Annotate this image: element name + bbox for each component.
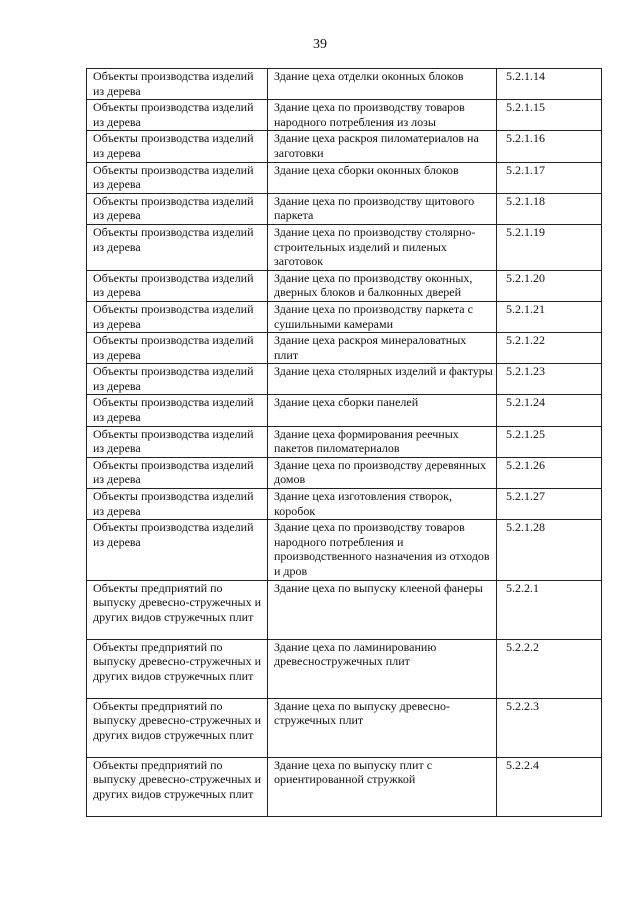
building-cell: Здание цеха отделки оконных блоков (268, 69, 497, 100)
object-type-cell: Объекты производства изделий из дерева (87, 520, 268, 580)
object-type-cell: Объекты производства изделий из дерева (87, 489, 268, 520)
code-cell: 5.2.1.28 (497, 520, 602, 580)
table-row (87, 757, 602, 816)
object-type-cell: Объекты производства изделий из дерева (87, 224, 268, 270)
building-cell: Здание цеха по производству паркета с сушильными камерами (268, 301, 497, 332)
code-cell: 5.2.1.27 (497, 489, 602, 520)
code-cell: 5.2.1.22 (497, 333, 602, 364)
object-type-cell: Объекты производства изделий из дерева (87, 69, 268, 100)
code-cell: 5.2.1.15 (497, 100, 602, 131)
code-cell: 5.2.1.24 (497, 395, 602, 426)
building-cell: Здание цеха по производству деревянных домов (268, 457, 497, 488)
table-row (87, 395, 602, 426)
table-row (87, 69, 602, 100)
code-cell: 5.2.1.21 (497, 301, 602, 332)
building-cell: Здание цеха по производству оконных, дверных блоков и балконных дверей (268, 270, 497, 301)
table-row (87, 224, 602, 270)
building-cell: Здание цеха по выпуску клееной фанеры (268, 580, 497, 639)
page-number: 39 (313, 37, 327, 52)
building-cell: Здание цеха раскроя минераловатных плит (268, 333, 497, 364)
table-row (87, 100, 602, 131)
building-cell: Здание цеха по производству товаров народного потребления из лозы (268, 100, 497, 131)
object-type-cell: Объекты производства изделий из дерева (87, 395, 268, 426)
code-cell: 5.2.1.18 (497, 193, 602, 224)
building-cell: Здание цеха по производству товаров народного потребления и производственного назначения из отходов и дров (268, 520, 497, 580)
code-cell: 5.2.2.3 (497, 698, 602, 757)
objects-table-body (87, 69, 602, 817)
table-row (87, 301, 602, 332)
object-type-cell: Объекты производства изделий из дерева (87, 457, 268, 488)
building-cell: Здание цеха формирования реечных пакетов пиломатериалов (268, 426, 497, 457)
object-type-cell: Объекты производства изделий из дерева (87, 100, 268, 131)
object-type-cell: Объекты производства изделий из дерева (87, 333, 268, 364)
table-row (87, 580, 602, 639)
code-cell: 5.2.1.14 (497, 69, 602, 100)
object-type-cell: Объекты предприятий по выпуску древесно-стружечных и других видов стружечных плит (87, 757, 268, 816)
table-row (87, 162, 602, 193)
table-row (87, 520, 602, 580)
building-cell: Здание цеха изготовления створок, коробок (268, 489, 497, 520)
object-type-cell: Объекты производства изделий из дерева (87, 162, 268, 193)
building-cell: Здание цеха по выпуску древесно-стружечных плит (268, 698, 497, 757)
code-cell: 5.2.1.20 (497, 270, 602, 301)
table-row (87, 489, 602, 520)
table-row (87, 426, 602, 457)
code-cell: 5.2.1.19 (497, 224, 602, 270)
building-cell: Здание цеха по производству столярно-строительных изделий и пиленых заготовок (268, 224, 497, 270)
objects-table (86, 68, 602, 817)
table-row (87, 364, 602, 395)
object-type-cell: Объекты производства изделий из дерева (87, 426, 268, 457)
building-cell: Здание цеха раскроя пиломатериалов на заготовки (268, 131, 497, 162)
code-cell: 5.2.1.16 (497, 131, 602, 162)
building-cell: Здание цеха сборки панелей (268, 395, 497, 426)
table-row (87, 131, 602, 162)
table-row (87, 193, 602, 224)
code-cell: 5.2.1.17 (497, 162, 602, 193)
table-row (87, 457, 602, 488)
object-type-cell: Объекты производства изделий из дерева (87, 364, 268, 395)
object-type-cell: Объекты производства изделий из дерева (87, 301, 268, 332)
code-cell: 5.2.2.2 (497, 639, 602, 698)
object-type-cell: Объекты производства изделий из дерева (87, 193, 268, 224)
table-row (87, 333, 602, 364)
object-type-cell: Объекты производства изделий из дерева (87, 270, 268, 301)
object-type-cell: Объекты предприятий по выпуску древесно-стружечных и других видов стружечных плит (87, 639, 268, 698)
code-cell: 5.2.1.26 (497, 457, 602, 488)
building-cell: Здание цеха по производству щитового паркета (268, 193, 497, 224)
table-row (87, 698, 602, 757)
code-cell: 5.2.1.25 (497, 426, 602, 457)
building-cell: Здание цеха по выпуску плит с ориентированной стружкой (268, 757, 497, 816)
table-row (87, 270, 602, 301)
object-type-cell: Объекты производства изделий из дерева (87, 131, 268, 162)
building-cell: Здание цеха столярных изделий и фактуры (268, 364, 497, 395)
code-cell: 5.2.2.1 (497, 580, 602, 639)
object-type-cell: Объекты предприятий по выпуску древесно-стружечных и других видов стружечных плит (87, 698, 268, 757)
object-type-cell: Объекты предприятий по выпуску древесно-стружечных и других видов стружечных плит (87, 580, 268, 639)
building-cell: Здание цеха по ламинированию древесностружечных плит (268, 639, 497, 698)
building-cell: Здание цеха сборки оконных блоков (268, 162, 497, 193)
code-cell: 5.2.1.23 (497, 364, 602, 395)
table-row (87, 639, 602, 698)
code-cell: 5.2.2.4 (497, 757, 602, 816)
